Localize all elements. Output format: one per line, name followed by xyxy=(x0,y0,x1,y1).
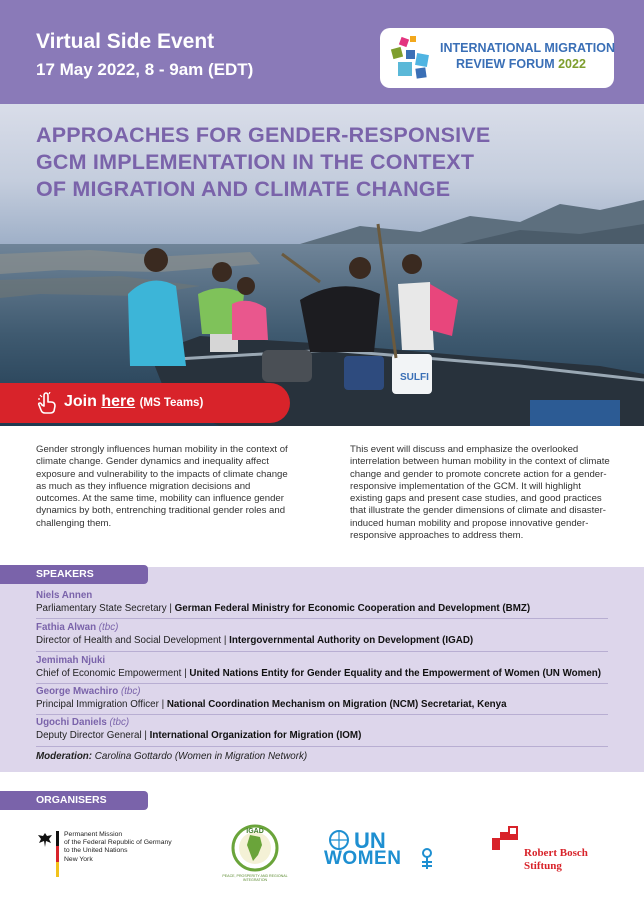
federal-eagle-icon xyxy=(36,831,54,849)
description-left: Gender strongly influences human mobility in the context of climate change. Gender dynamics and inequality affect exposure and vulnerability to the impacts of climate change as much as they influence migration decisions and outcomes. At the same time, mobility can influence gender dynamics by both, entrenching traditional gender roles and challenging them. xyxy=(36,444,288,529)
join-text xyxy=(64,393,203,411)
speaker-role: Parliamentary State Secretary | xyxy=(36,602,175,614)
speaker-divider xyxy=(36,746,608,747)
speaker-tbc: (tbc) xyxy=(109,717,130,728)
speaker-name: Ugochi Daniels xyxy=(36,717,107,728)
moderation-label: Moderation: xyxy=(36,751,93,762)
mission-line-1: Permanent Mission xyxy=(64,831,123,838)
speaker-role: Principal Immigration Officer | xyxy=(36,698,167,710)
bosch-mark-icon xyxy=(492,826,522,850)
hero-title-line-1: APPROACHES FOR GENDER-RESPONSIVE xyxy=(36,123,491,147)
imrf-logo-forum: REVIEW FORUM xyxy=(456,57,555,71)
speaker-item-4 xyxy=(36,686,507,711)
description-right: This event will discuss and emphasize the overlooked interrelation between human mobility in the context of climate change and gender to promote concrete action for a gender-responsive implementation of the GCM. It will highlight existing gaps and present case studies, and good practices that illustrate the gender dimensions of climate and disaster-induced human mobility and propose innovative gender-responsive approaches to address them. xyxy=(350,444,610,542)
bosch-line-2: Stiftung xyxy=(524,860,562,872)
speaker-name: Jemimah Njuki xyxy=(36,655,106,666)
speaker-divider xyxy=(36,683,608,684)
moderation-line xyxy=(36,751,307,762)
event-date: 17 May 2022, 8 - 9am (EDT) xyxy=(36,60,254,79)
speaker-name: George Mwachiro xyxy=(36,686,119,697)
imrf-logo-mark-icon xyxy=(386,34,436,82)
igad-label: IGAD xyxy=(246,828,264,835)
bosch-foundation-logo xyxy=(492,826,612,876)
imrf-logo xyxy=(380,28,614,88)
unwomen-logo xyxy=(324,828,434,870)
hero-title-text xyxy=(36,122,596,203)
join-here-link[interactable]: here xyxy=(101,393,136,410)
speaker-tbc: (tbc) xyxy=(98,622,119,633)
moderation-text: Carolina Gottardo (Women in Migration Network) xyxy=(94,751,308,762)
join-prefix: Join xyxy=(64,393,102,410)
mission-line-4: New York xyxy=(64,855,93,863)
speaker-divider xyxy=(36,618,608,619)
speaker-org: United Nations Entity for Gender Equality and the Empowerment of Women (UN Women) xyxy=(189,667,602,679)
speaker-divider xyxy=(36,714,608,715)
speaker-tbc: (tbc) xyxy=(120,686,141,697)
igad-emblem-icon xyxy=(220,823,290,875)
event-title: Virtual Side Event xyxy=(36,30,215,53)
join-banner xyxy=(0,383,290,423)
speaker-role: Deputy Director General | xyxy=(36,729,150,741)
speaker-org: Intergovernmental Authority on Development (IGAD) xyxy=(229,634,474,646)
speaker-item-5 xyxy=(36,717,361,742)
speaker-item-1 xyxy=(36,590,530,615)
hand-pointer-icon xyxy=(36,392,58,414)
organisers-heading: ORGANISERS xyxy=(0,791,148,810)
imrf-logo-line2 xyxy=(440,56,615,72)
speaker-role: Chief of Economic Empowerment | xyxy=(36,667,190,679)
hero-title-line-3: OF MIGRATION AND CLIMATE CHANGE xyxy=(36,177,451,201)
igad-caption: PEACE, PROSPERITY AND REGIONAL INTEGRATION xyxy=(222,874,288,882)
speakers-heading: SPEAKERS xyxy=(0,565,148,584)
speaker-item-2 xyxy=(36,622,473,647)
hero-title-line-2: GCM IMPLEMENTATION IN THE CONTEXT xyxy=(36,150,475,174)
speaker-org: National Coordination Mechanism on Migration (NCM) Secretariat, Kenya xyxy=(166,698,507,710)
speaker-role: Director of Health and Social Development | xyxy=(36,634,230,646)
speaker-item-3 xyxy=(36,655,601,680)
speaker-org: German Federal Ministry for Economic Cooperation and Development (BMZ) xyxy=(174,602,531,614)
mission-line-3: to the United Nations xyxy=(64,847,128,855)
header-banner xyxy=(0,0,644,104)
speaker-name: Niels Annen xyxy=(36,590,93,601)
mission-line-2: of the Federal Republic of Germany xyxy=(64,839,172,847)
speaker-org: International Organization for Migration (IOM) xyxy=(149,729,362,741)
igad-logo xyxy=(220,823,290,893)
speaker-divider xyxy=(36,651,608,652)
unwomen-women: WOMEN xyxy=(324,848,402,869)
speaker-name: Fathia Alwan xyxy=(36,622,97,633)
mission-text xyxy=(64,831,204,864)
join-platform: (MS Teams) xyxy=(139,397,204,409)
bosch-name xyxy=(524,847,588,873)
bosch-line-1: Robert Bosch xyxy=(524,847,588,859)
imrf-logo-text xyxy=(440,40,615,72)
imrf-logo-year: 2022 xyxy=(558,57,586,71)
imrf-logo-line1: INTERNATIONAL MIGRATION xyxy=(440,41,615,55)
german-flag-icon xyxy=(56,831,59,877)
unwomen-un: UN xyxy=(354,828,386,853)
equality-mark-icon xyxy=(420,848,434,870)
bag-text: SULFI xyxy=(400,372,429,383)
